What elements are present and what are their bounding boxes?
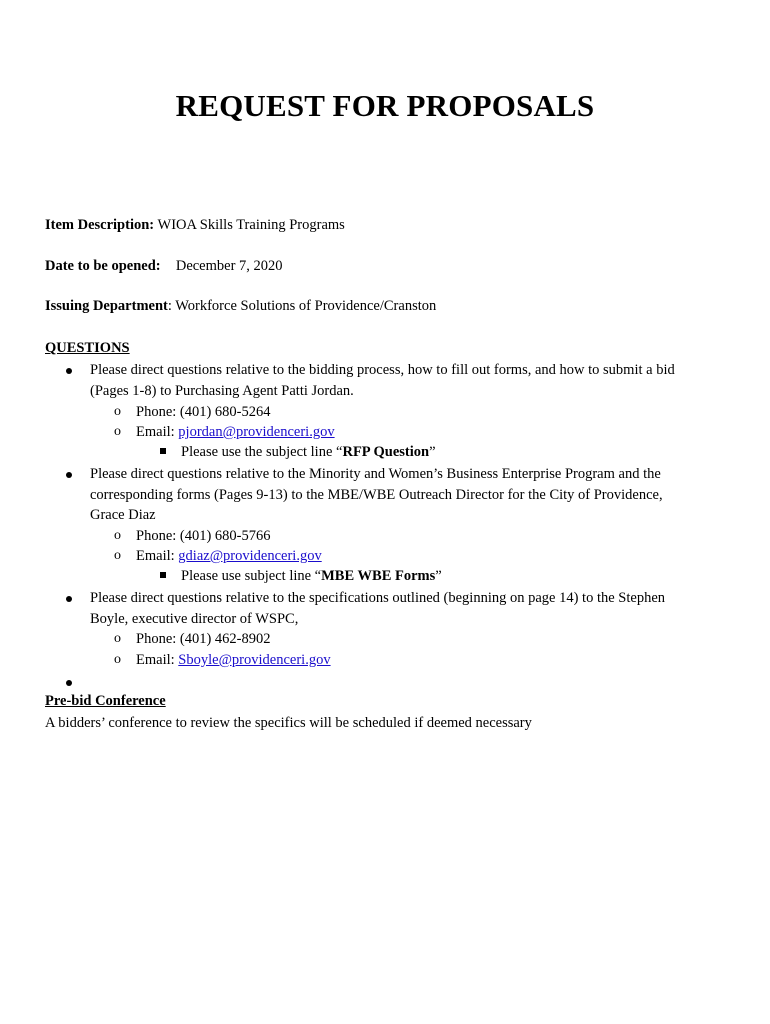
email-link-gdiaz[interactable]: gdiaz@providenceri.gov xyxy=(178,548,322,564)
circle-bullet-icon: o xyxy=(114,631,121,646)
bullet-icon xyxy=(66,472,72,478)
bullet-icon xyxy=(66,596,72,602)
questions-heading: QUESTIONS xyxy=(45,340,130,356)
square-bullet-icon xyxy=(160,448,166,454)
email-label: Email: xyxy=(136,548,179,564)
circle-bullet-icon: o xyxy=(114,404,121,419)
date-opened-value: December 7, 2020 xyxy=(175,258,283,274)
bullet-2-line-2: corresponding forms (Pages 9-13) to the MBE/WBE Outreach Director for the City of Providence, xyxy=(90,487,663,503)
bullet-1-line-1: Please direct questions relative to the bidding process, how to fill out forms, and how to submit a bid xyxy=(90,362,675,378)
bullet-3-line-2: Boyle, executive director of WSPC, xyxy=(90,611,299,627)
subject-post: ” xyxy=(429,444,436,460)
email-label: Email: xyxy=(136,652,179,668)
subject-pre: Please use the subject line “ xyxy=(181,444,343,460)
prebid-heading: Pre-bid Conference xyxy=(45,693,166,709)
bullet-2-line-3: Grace Diaz xyxy=(90,507,156,523)
item-description-label: Item Description: xyxy=(45,217,155,233)
bullet-1-subject-line xyxy=(181,442,436,462)
bullet-1-phone: Phone: (401) 680-5264 xyxy=(136,404,271,420)
circle-bullet-icon: o xyxy=(114,528,121,543)
subject-bold: MBE WBE Forms xyxy=(321,568,436,584)
bullet-3-line-1: Please direct questions relative to the specifications outlined (beginning on page 14) to the Stephen xyxy=(90,590,666,606)
page-title: REQUEST FOR PROPOSALS xyxy=(175,88,595,123)
issuing-department-field xyxy=(45,298,436,315)
circle-bullet-icon: o xyxy=(114,424,121,439)
issuing-department-value: : Workforce Solutions of Providence/Cranston xyxy=(167,298,437,314)
empty-bullet-icon xyxy=(66,680,72,686)
bullet-3-email-row xyxy=(136,650,331,670)
item-description-field xyxy=(45,217,345,234)
square-bullet-icon xyxy=(160,572,166,578)
bullet-3-phone: Phone: (401) 462-8902 xyxy=(136,631,271,647)
subject-pre: Please use subject line “ xyxy=(181,568,322,584)
date-opened-label: Date to be opened: xyxy=(45,258,161,274)
bullet-2-email-row xyxy=(136,546,322,566)
bullet-icon xyxy=(66,368,72,374)
bullet-1-line-2: (Pages 1-8) to Purchasing Agent Patti Jordan. xyxy=(90,383,354,399)
circle-bullet-icon: o xyxy=(114,652,121,667)
email-link-pjordan[interactable]: pjordan@providenceri.gov xyxy=(178,424,335,440)
date-opened-field xyxy=(45,258,283,275)
bullet-2-phone: Phone: (401) 680-5766 xyxy=(136,528,271,544)
email-label: Email: xyxy=(136,424,179,440)
email-link-sboyle[interactable]: Sboyle@providenceri.gov xyxy=(178,652,331,668)
issuing-department-label: Issuing Department xyxy=(45,298,168,314)
subject-post: ” xyxy=(435,568,442,584)
item-description-value: WIOA Skills Training Programs xyxy=(157,217,345,233)
bullet-2-subject-line xyxy=(181,566,442,586)
prebid-text: A bidders’ conference to review the specifics will be scheduled if deemed necessary xyxy=(45,715,532,731)
subject-bold: RFP Question xyxy=(342,444,430,460)
circle-bullet-icon: o xyxy=(114,548,121,563)
bullet-1-email-row xyxy=(136,422,335,442)
bullet-2-line-1: Please direct questions relative to the Minority and Women’s Business Enterprise Program and the xyxy=(90,466,661,482)
